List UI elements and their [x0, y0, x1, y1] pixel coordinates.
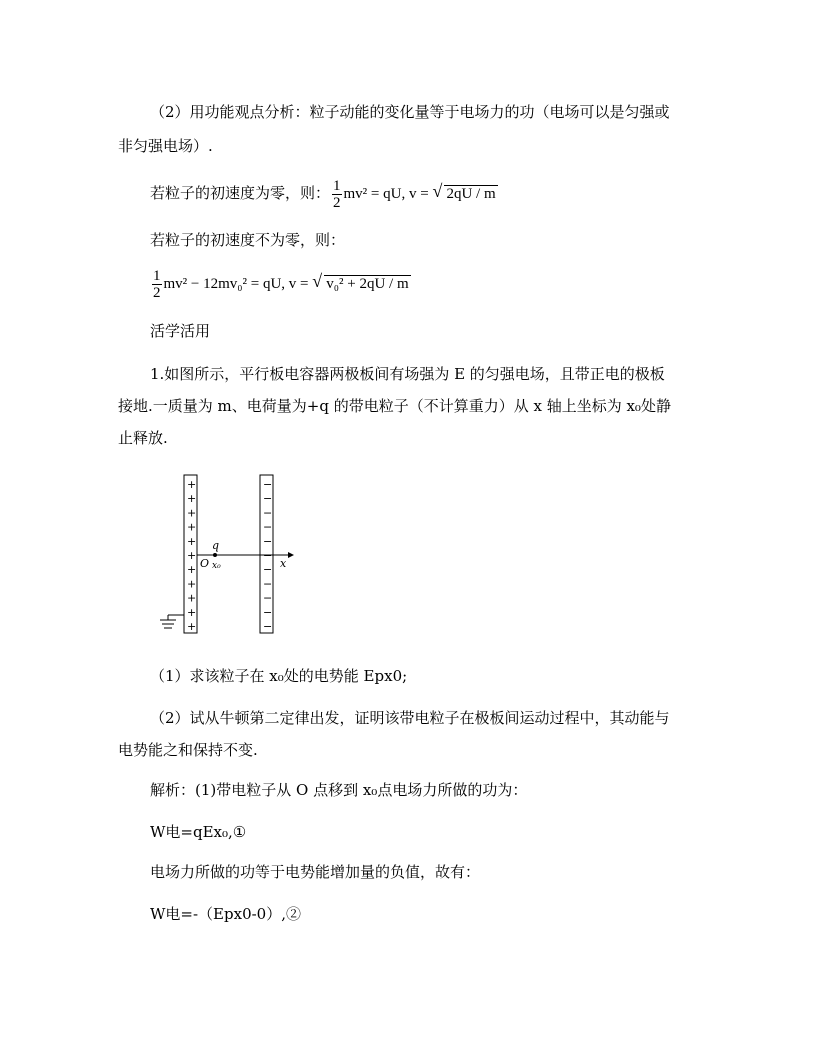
fraction-denominator: 2: [153, 285, 161, 301]
minus-sign: −: [263, 520, 273, 534]
radicand: 2qU / m: [446, 185, 496, 202]
minus-sign: −: [263, 563, 273, 577]
plus-sign: +: [187, 620, 197, 633]
capacitor-diagram-svg: [150, 470, 300, 640]
fraction-denominator: 2: [333, 195, 341, 211]
label-origin: O: [200, 557, 210, 570]
minus-sign: −: [263, 620, 273, 633]
formula-nonzero-velocity: [150, 268, 411, 301]
particle-dot: [213, 553, 217, 557]
equation-2: W电=-（Epx0-0）,②: [150, 905, 301, 923]
formula-zero-velocity: [330, 178, 498, 211]
problem-statement-line2: 接地.一质量为 m、电荷量为+q 的带电粒子（不计算重力）从 x 轴上坐标为 x₀处静: [118, 397, 671, 415]
square-root: [312, 270, 410, 294]
plus-sign: +: [187, 520, 197, 534]
radical-icon: √: [312, 270, 323, 291]
fraction-one-half: [332, 178, 342, 211]
plus-sign: +: [187, 563, 197, 577]
formula-line-nonzero-velocity: [150, 268, 411, 301]
label-q: q: [212, 539, 220, 552]
question-1: （1）求该粒子在 x₀处的电势能 Epx0;: [150, 667, 408, 685]
solution-line1: 解析：(1)带电粒子从 O 点移到 x₀点电场力所做的功为：: [150, 781, 528, 799]
minus-sign: −: [263, 492, 273, 506]
fraction-numerator: 1: [333, 178, 341, 194]
minus-sign: −: [263, 605, 273, 619]
plus-sign: +: [187, 591, 197, 605]
section-heading-practice: 活学活用: [150, 322, 211, 340]
plus-sign: +: [187, 577, 197, 591]
plus-signs: [187, 478, 196, 633]
formula-middle: mv² − 12mv₀² = qU, v =: [163, 275, 309, 292]
plus-sign: +: [187, 506, 197, 520]
label-x0: x₀: [212, 561, 221, 571]
radicand: v₀² + 2qU / m: [326, 275, 409, 292]
problem-statement-line1: 1.如图所示，平行板电容器两极板间有场强为 E 的匀强电场，且带正电的极板: [150, 365, 665, 383]
minus-sign: −: [263, 577, 273, 591]
solution-line2: 电场力所做的功等于电势能增加量的负值，故有：: [150, 863, 481, 881]
minus-sign: −: [263, 478, 273, 491]
equation-1: W电=qEx₀,①: [150, 823, 247, 841]
paragraph-nonzero-velocity: 若粒子的初速度不为零，则：: [150, 231, 346, 249]
label-x: x: [280, 557, 287, 570]
fraction-one-half: [152, 268, 162, 301]
paragraph-analysis-line2: 非匀强电场）.: [118, 137, 213, 155]
minus-sign: −: [263, 506, 273, 520]
question-2-line1: （2）试从牛顿第二定律出发，证明该带电粒子在极板间运动过程中，其动能与: [150, 709, 670, 727]
plus-sign: +: [187, 549, 197, 562]
plus-sign: +: [187, 478, 197, 491]
zero-velocity-prefix: 若粒子的初速度为零，则：: [150, 183, 331, 202]
radical-icon: √: [432, 180, 443, 201]
plus-sign: +: [187, 534, 197, 548]
minus-sign: −: [263, 591, 273, 605]
x-axis-arrow-icon: [288, 552, 294, 558]
formula-line-zero-velocity: [150, 178, 498, 211]
fraction-numerator: 1: [153, 268, 161, 284]
formula-middle: mv² = qU, v =: [343, 185, 429, 202]
question-2-line2: 电势能之和保持不变.: [118, 741, 258, 759]
square-root: [432, 180, 497, 204]
plus-sign: +: [187, 492, 197, 506]
plus-sign: +: [187, 605, 197, 619]
problem-statement-line3: 止释放.: [118, 429, 168, 447]
paragraph-analysis-line1: （2）用功能观点分析：粒子动能的变化量等于电场力的功（电场可以是匀强或: [150, 103, 670, 121]
minus-sign: −: [263, 534, 273, 548]
capacitor-diagram: [150, 470, 300, 644]
minus-sign: −: [263, 549, 273, 562]
